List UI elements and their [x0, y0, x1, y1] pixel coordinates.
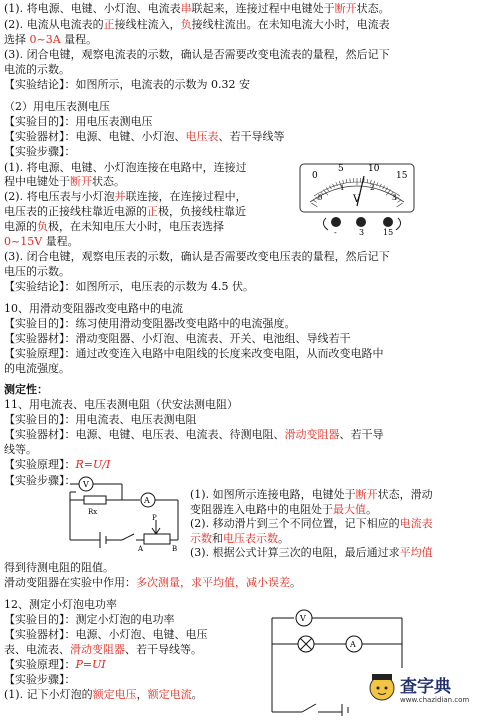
- circuit-diagram-resistance: [56, 470, 186, 552]
- text-line: [4, 33, 97, 47]
- text-span: 、若干导: [339, 428, 384, 441]
- text-line: [4, 332, 351, 346]
- text-span: 并: [114, 190, 126, 203]
- text-span: (1). 将电源、电键、小灯泡、电流表: [4, 2, 181, 15]
- text-line: [4, 398, 238, 412]
- text-line: [4, 235, 79, 249]
- logo-url: www.chazidian.com: [400, 696, 470, 704]
- text-span: 负: [37, 220, 48, 233]
- text-span: (2). 移动滑片到三个不同位置，记下相应的: [190, 517, 400, 530]
- text-line: [190, 503, 377, 517]
- text-line: [4, 576, 301, 590]
- text-span: 0~15V: [4, 235, 43, 248]
- text-span: 接线柱流出。在未知电流大小时，电流表: [191, 18, 390, 31]
- text-span: 、若干导线等: [218, 130, 285, 143]
- text-span: 负: [180, 18, 192, 31]
- meter-inner-3: 3: [392, 194, 397, 202]
- text-span: 滑动变阻器在实验中作用：: [4, 576, 136, 589]
- dial-tick: [397, 200, 400, 202]
- text-span: 变阻器连入电路中的电阻处于: [190, 503, 333, 516]
- text-span: 。: [290, 576, 301, 589]
- text-span: 。: [191, 688, 203, 701]
- meter-tick-5: 5: [338, 164, 344, 174]
- dial-tick: [367, 179, 368, 183]
- text-line: [4, 443, 37, 457]
- text-span: (3). 闭合电键，观察电压表的示数，确认是否需要改变电压表的量程，然后记下: [4, 250, 390, 263]
- text-line: [4, 688, 203, 702]
- text-line: [190, 532, 289, 546]
- terminal-15: 15: [383, 228, 394, 236]
- circuit1-a-end: A: [138, 545, 144, 552]
- meter-tick-0: 0: [312, 171, 318, 181]
- text-line: [4, 280, 254, 294]
- text-span: 串: [180, 2, 192, 15]
- text-span: P=UI: [75, 658, 106, 671]
- text-span: 多次测量，求平均值，减小误差: [136, 576, 290, 589]
- text-span: R=U/I: [75, 458, 111, 471]
- text-span: 测定性：: [4, 383, 48, 396]
- text-line: [4, 561, 114, 575]
- text-span: 【实验器材】：电源、电键、电压表、电流表、待测电阻、: [4, 428, 285, 441]
- text-span: 【实验步骤】：: [4, 673, 76, 686]
- text-span: (3). 根据公式计算三次的电阻，最后通过求: [190, 546, 400, 559]
- text-line: [4, 673, 76, 687]
- text-span: 电压表: [185, 130, 219, 143]
- dial-tick: [313, 200, 316, 202]
- text-span: 电压表的正接线柱靠近电源的: [4, 205, 147, 218]
- dial-tick: [311, 203, 317, 207]
- text-line: [4, 2, 390, 16]
- text-span: 【实验目的】：用电流表、电压表测电阻: [4, 413, 197, 426]
- text-span: 电流的示数。: [4, 63, 70, 76]
- meter-inner-2: 2: [370, 184, 375, 192]
- text-line: [4, 428, 384, 442]
- circuit2-v-label: V: [300, 614, 306, 623]
- text-span: ，: [136, 688, 148, 701]
- text-span: 、若干导线等。: [125, 643, 202, 656]
- text-span: 程中电键处于: [4, 175, 70, 188]
- text-span: 状态。: [356, 2, 390, 15]
- text-span: 【实验目的】：用电压表测电压: [4, 115, 153, 128]
- text-span: 12、测定小灯泡电功率: [4, 598, 117, 611]
- text-line: [4, 175, 125, 189]
- circuit1-b-end: B: [172, 545, 178, 552]
- text-line: [4, 613, 175, 627]
- chazidian-logo: [366, 666, 478, 716]
- circuit1-rx-label: Rx: [88, 508, 98, 516]
- text-line: [4, 383, 48, 397]
- text-span: 【实验器材】：电源、电键、小灯泡、: [4, 130, 186, 143]
- text-span: 的电流强度。: [4, 362, 70, 375]
- text-line: [4, 220, 224, 234]
- text-line: [4, 658, 106, 672]
- text-span: 线等。: [4, 443, 37, 456]
- circuit2-a-label: A: [350, 640, 356, 649]
- text-span: 。: [366, 503, 377, 516]
- text-span: 【实验原理】：: [4, 658, 76, 671]
- text-span: 【实验结论】：如图所示，电压表的示数为 4.5 伏。: [4, 280, 254, 293]
- text-span: 【实验目的】：测定小灯泡的电功率: [4, 613, 175, 626]
- text-line: [190, 517, 433, 531]
- text-span: (1). 如图所示连接电路，电键处于: [190, 488, 356, 501]
- text-line: [4, 145, 76, 159]
- text-line: [4, 115, 153, 129]
- text-line: [4, 347, 384, 361]
- text-line: [4, 161, 247, 175]
- meter-tick-10: 10: [368, 164, 380, 174]
- text-span: 状态，滑动: [377, 488, 433, 501]
- text-line: [4, 250, 390, 264]
- meter-inner-1: 1: [340, 184, 345, 192]
- terminal-3: 3: [359, 228, 365, 236]
- dial-tick: [350, 178, 351, 182]
- text-span: 【实验原理】：通过改变连入电路中电阻线的长度来改变电阻，从而改变电路中: [4, 347, 384, 360]
- text-span: 【实验步骤】：: [4, 145, 76, 158]
- text-span: （2）用电压表测电压: [4, 100, 110, 113]
- text-span: 电压表示数: [223, 532, 278, 545]
- text-span: 得到待测电阻的阻值。: [4, 561, 114, 574]
- text-line: [4, 78, 250, 92]
- text-span: 电压的示数。: [4, 265, 70, 278]
- text-span: (2). 电流从电流表的: [4, 18, 104, 31]
- text-span: 【实验原理】：: [4, 458, 76, 471]
- circuit1-p-label: P: [152, 514, 157, 522]
- text-span: 。: [278, 532, 289, 545]
- text-line: [4, 18, 390, 32]
- circuit1-a-label: A: [144, 496, 150, 505]
- text-span: 【实验步骤】：: [4, 474, 76, 487]
- text-line: [4, 130, 285, 144]
- text-line: [4, 317, 296, 331]
- text-line: [4, 413, 197, 427]
- dial-tick: [397, 203, 403, 207]
- text-span: 断开: [70, 175, 92, 188]
- text-line: [4, 265, 70, 279]
- text-span: 【实验器材】：滑动变阻器、小灯泡、电流表、开关、电池组、导线若干: [4, 332, 351, 345]
- text-line: [4, 205, 246, 219]
- meter-tick-15: 15: [396, 171, 408, 181]
- text-span: (1). 将电源、电键、小灯泡连接在电路中，连接过: [4, 161, 247, 174]
- text-line: [4, 628, 208, 642]
- text-span: 量程。: [60, 33, 98, 46]
- text-span: 正: [103, 18, 115, 31]
- text-span: 极，在未知电压大小时，电压表选择: [48, 220, 224, 233]
- circuit1-v-label: V: [83, 480, 89, 489]
- dial-tick: [380, 184, 382, 188]
- text-span: 表、电流表、: [4, 643, 70, 656]
- text-span: 电源的: [4, 220, 37, 233]
- text-span: 联起来，连接过程中电键处于: [191, 2, 335, 15]
- text-span: 【实验器材】：电源、小灯泡、电键、电压: [4, 628, 208, 641]
- text-span: 接线柱流入，: [114, 18, 181, 31]
- text-span: 和: [212, 532, 223, 545]
- dial-tick: [346, 179, 347, 183]
- terminal-neg: -: [334, 228, 337, 236]
- text-span: 示数: [190, 532, 212, 545]
- dial-tick: [333, 184, 335, 188]
- text-span: 【实验目的】：练习使用滑动变阻器改变电路中的电流强度。: [4, 317, 296, 330]
- text-span: (2). 将电压表与小灯泡: [4, 190, 115, 203]
- text-span: 联连接，在连接过程中，: [125, 190, 247, 203]
- text-span: 断开: [334, 2, 357, 15]
- text-line: [4, 63, 70, 77]
- text-span: 0~3A: [29, 33, 61, 46]
- text-span: 额定电压: [92, 688, 137, 701]
- text-span: 额定电流: [147, 688, 192, 701]
- logo-name: 查字典: [400, 677, 451, 697]
- text-line: [190, 546, 433, 560]
- text-line: [4, 598, 117, 612]
- text-span: 【实验结论】：如图所示，电流表的示数为 0.32 安: [4, 78, 250, 91]
- text-span: 正: [147, 205, 158, 218]
- text-span: 10、用滑动变阻器改变电路中的电流: [4, 302, 183, 315]
- text-span: 滑动变阻器: [284, 428, 340, 441]
- voltmeter-figure: [298, 162, 416, 236]
- text-span: 选择: [4, 33, 30, 46]
- text-span: 电流表: [399, 517, 433, 530]
- text-span: (3). 闭合电键，观察电流表的示数，确认是否需要改变电流表的量程，然后记下: [4, 48, 390, 61]
- text-span: 平均值: [399, 546, 433, 559]
- meter-symbol: V: [353, 194, 361, 205]
- text-span: 状态。: [92, 175, 125, 188]
- text-span: (1). 记下小灯泡的: [4, 688, 93, 701]
- text-line: [4, 643, 202, 657]
- text-line: [4, 48, 390, 62]
- text-span: 最大值: [333, 503, 366, 516]
- text-line: [4, 362, 70, 376]
- text-line: [4, 190, 247, 204]
- text-line: [190, 488, 433, 502]
- text-span: 滑动变阻器: [70, 643, 125, 656]
- text-span: 11、用电流表、电压表测电阻（伏安法测电阻）: [4, 398, 238, 411]
- text-line: [4, 302, 183, 316]
- text-line: [4, 100, 110, 114]
- text-span: 量程。: [42, 235, 79, 248]
- text-span: 极，负接线柱靠近: [158, 205, 246, 218]
- meter-inner-0: 0: [318, 194, 323, 202]
- text-span: 断开: [355, 488, 378, 501]
